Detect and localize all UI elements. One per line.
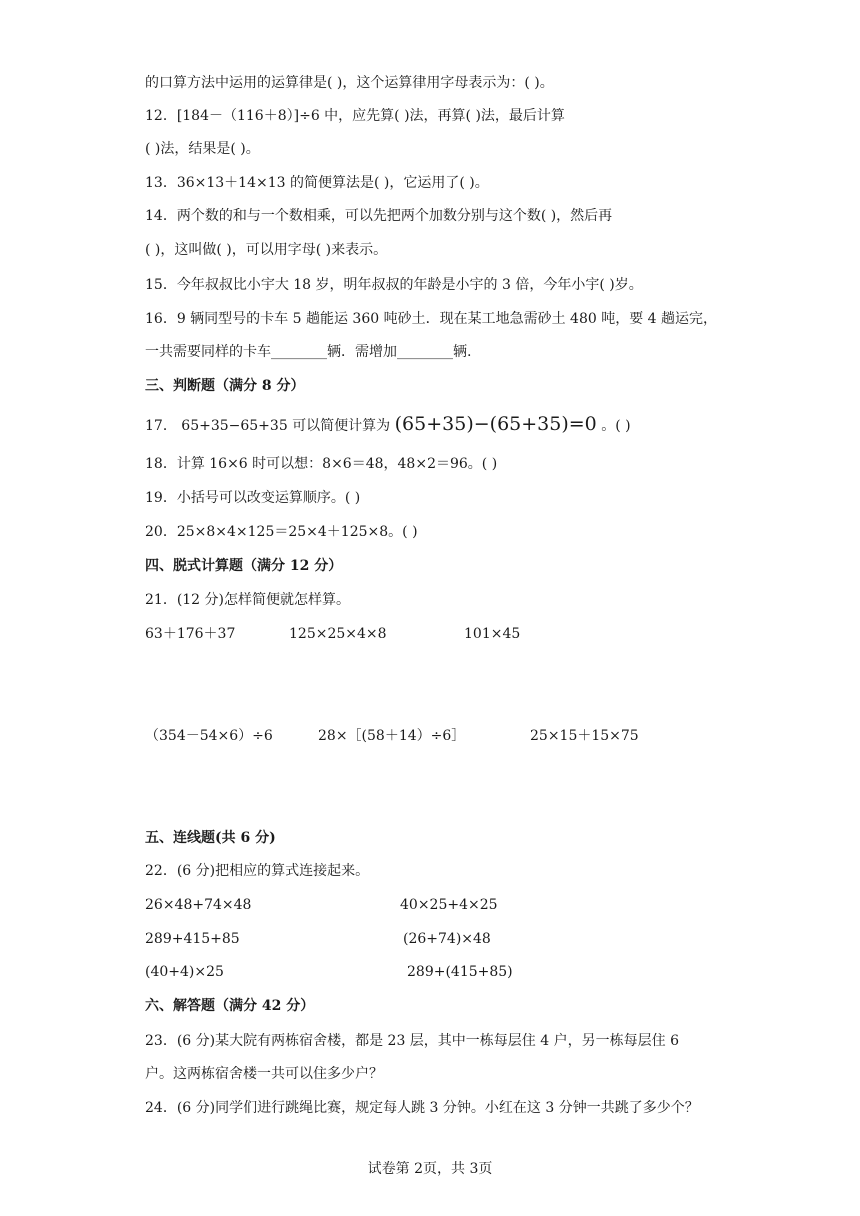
match-right-2: (26+74)×48 (403, 931, 491, 947)
question-20: 20．25×8×4×125＝25×4＋125×8。( ) (145, 524, 418, 540)
section-3-heading: 三、判断题（满分 8 分） (145, 378, 305, 394)
question-19: 19．小括号可以改变运算顺序。( ) (145, 490, 361, 506)
question-24: 24．(6 分)同学们进行跳绳比赛，规定每人跳 3 分钟。小红在这 3 分钟一共跳了多少个？ (145, 1100, 699, 1116)
match-left-3: (40+4)×25 (145, 964, 224, 980)
question-16-line-2: 一共需要同样的卡车________辆．需增加________辆. (145, 344, 472, 360)
page-footer: 试卷第 2页，共 3页 (367, 1161, 493, 1177)
question-17-blank: 。( ) (601, 418, 631, 434)
calc-expression-1: 63＋176＋37 (145, 626, 236, 642)
question-22: 22．(6 分)把相应的算式连接起来。 (145, 863, 370, 879)
question-13: 13．36×13＋14×13 的简便算法是( )，它运用了( )。 (145, 175, 489, 191)
section-4-heading: 四、脱式计算题（满分 12 分） (145, 558, 343, 574)
calc-expression-3: 101×45 (464, 626, 521, 642)
question-21: 21．(12 分)怎样简便就怎样算。 (145, 592, 351, 608)
question-12-line-1: 12．[184－（116＋8）]÷6 中，应先算( )法，再算( )法，最后计算 (145, 108, 565, 124)
question-17-number: 17． (145, 418, 177, 434)
calc-expression-2: 125×25×4×8 (289, 626, 387, 642)
section-5-heading: 五、连线题(共 6 分) (145, 830, 276, 846)
match-left-1: 26×48+74×48 (145, 897, 252, 913)
section-6-heading: 六、解答题（满分 42 分） (145, 998, 315, 1014)
calc-expression-5: 28×［(58＋14）÷6］ (318, 728, 466, 744)
question-15: 15．今年叔叔比小宇大 18 岁，明年叔叔的年龄是小宇的 3 倍，今年小宇( )岁。 (145, 277, 643, 293)
question-17-formula: (65+35)−(65+35)=0 (394, 413, 597, 435)
match-left-2: 289+415+85 (145, 931, 240, 947)
calc-expression-6: 25×15＋15×75 (530, 728, 639, 744)
question-23-line-1: 23．(6 分)某大院有两栋宿舍楼，都是 23 层，其中一栋每层住 4 户，另一栋每层住 6 (145, 1033, 679, 1049)
question-14-line-1: 14．两个数的和与一个数相乘，可以先把两个加数分别与这个数( )，然后再 (145, 208, 613, 224)
question-14-line-2: ( )，这叫做( )，可以用字母( )来表示。 (145, 242, 388, 258)
question-23-line-2: 户。这两栋宿舍楼一共可以住多少户？ (145, 1066, 383, 1082)
question-17 (145, 414, 631, 436)
question-12-line-2: ( )法，结果是( )。 (145, 141, 260, 157)
question-17-text: 可以简便计算为 (292, 418, 391, 434)
calc-expression-4: （354－54×6）÷6 (145, 728, 273, 744)
question-17-expression: 65+35−65+35 (181, 418, 288, 434)
match-right-3: 289+(415+85) (407, 964, 513, 980)
question-18: 18．计算 16×6 时可以想：8×6＝48，48×2＝96。( ) (145, 456, 498, 472)
line-11-continued: 的口算方法中运用的运算律是( )，这个运算律用字母表示为：( )。 (145, 75, 554, 91)
match-right-1: 40×25+4×25 (400, 897, 498, 913)
question-16-line-1: 16．9 辆同型号的卡车 5 趟能运 360 吨砂土．现在某工地急需砂土 480 吨，要 4 趟运完， (145, 311, 718, 327)
